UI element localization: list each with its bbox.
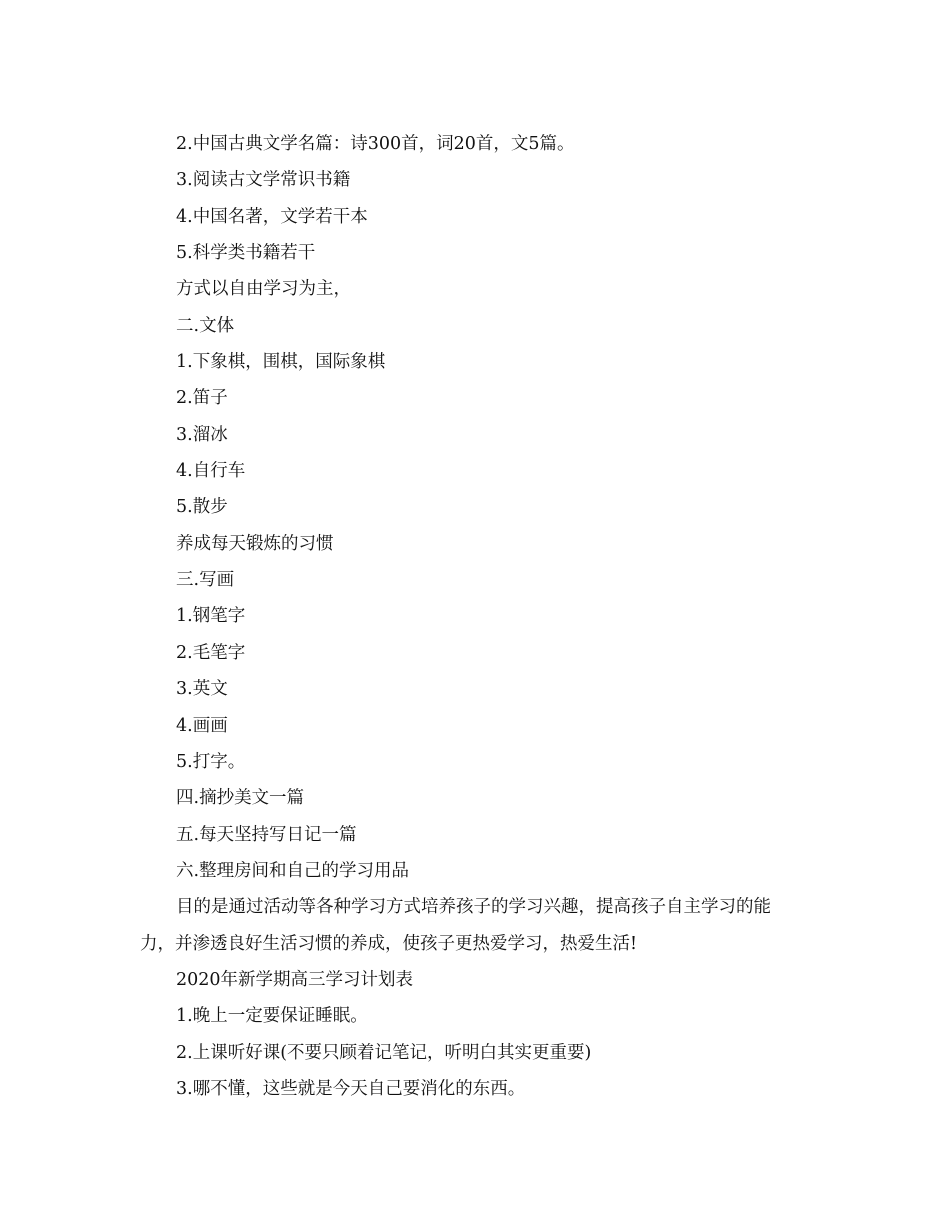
text-line: 4.中国名著，文学若干本 <box>176 206 368 227</box>
text-line: 4.自行车 <box>176 461 246 482</box>
paragraph-continuation-line: 力，并渗透良好生活习惯的养成，使孩子更热爱学习，热爱生活! <box>140 933 638 954</box>
text-line: 5.打字。 <box>176 751 246 772</box>
text-line: 1.晚上一定要保证睡眠。 <box>176 1006 368 1027</box>
text-line: 2.笛子 <box>176 388 228 409</box>
text-line: 2.毛笔字 <box>176 642 246 663</box>
text-line: 5.科学类书籍若干 <box>176 243 316 264</box>
text-line: 4.画画 <box>176 715 228 736</box>
text-line: 养成每天锻炼的习惯 <box>176 533 334 554</box>
text-line: 2020年新学期高三学习计划表 <box>176 969 414 990</box>
text-line: 3.英文 <box>176 679 228 700</box>
text-line: 3.溜冰 <box>176 424 228 445</box>
text-line: 二.文体 <box>176 315 235 336</box>
text-line: 1.钢笔字 <box>176 606 246 627</box>
text-line: 3.阅读古文学常识书籍 <box>176 170 351 191</box>
text-line: 1.下象棋，围棋，国际象棋 <box>176 352 386 373</box>
text-line: 方式以自由学习为主， <box>176 279 351 300</box>
document-body <box>0 126 950 1107</box>
text-line: 六.整理房间和自己的学习用品 <box>176 860 410 881</box>
text-line: 2.上课听好课(不要只顾着记笔记，听明白其实更重要) <box>176 1042 592 1063</box>
text-line: 三.写画 <box>176 570 235 591</box>
text-line: 目的是通过活动等各种学习方式培养孩子的学习兴趣，提高孩子自主学习的能 <box>176 897 771 918</box>
text-line: 五.每天坚持写日记一篇 <box>176 824 357 845</box>
text-line: 5.散步 <box>176 497 228 518</box>
text-line: 四.摘抄美文一篇 <box>176 788 305 809</box>
text-line: 3.哪不懂，这些就是今天自己要消化的东西。 <box>176 1078 526 1099</box>
text-line: 2.中国古典文学名篇：诗300首，词20首，文5篇。 <box>176 134 575 154</box>
